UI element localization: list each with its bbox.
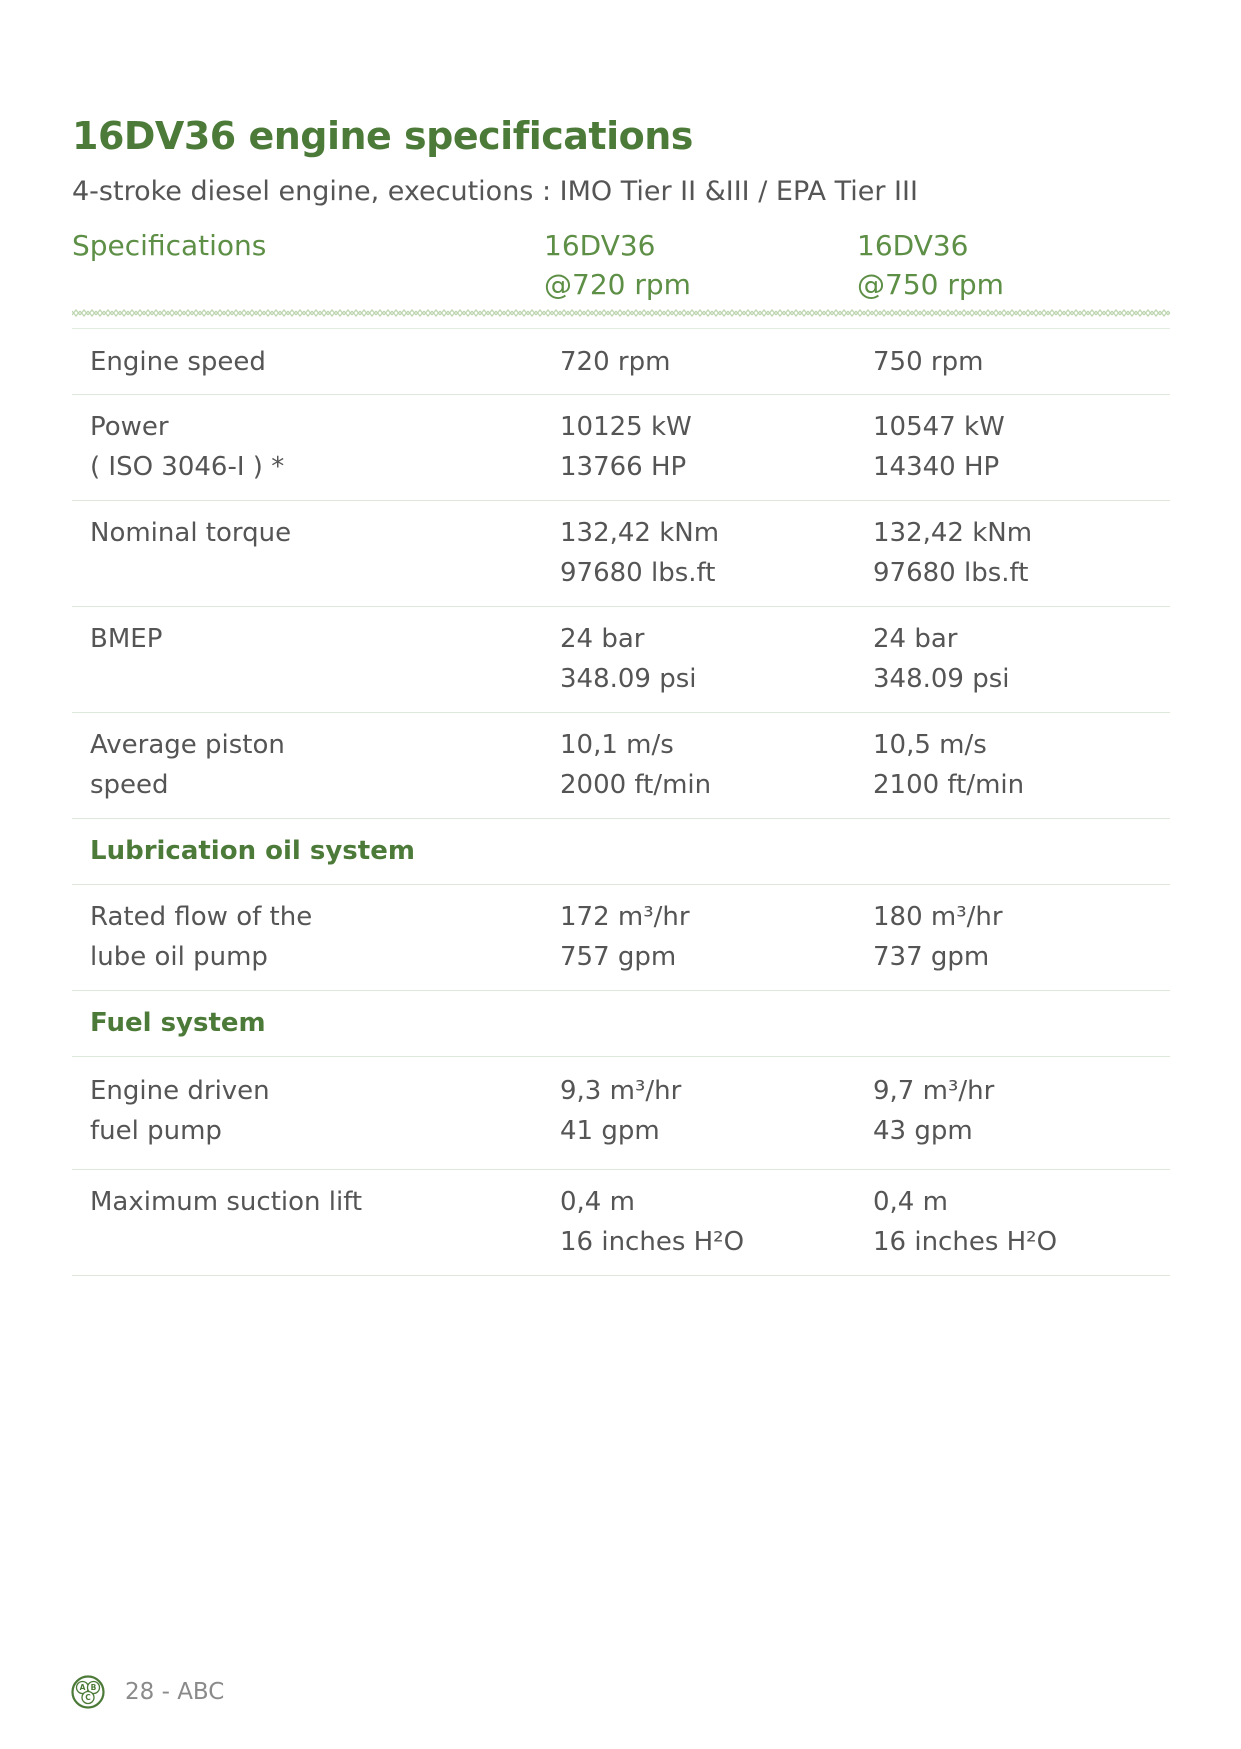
- row-value-720: [560, 407, 692, 487]
- value-line: 10547 kW: [873, 412, 1005, 442]
- header-column-720: [544, 226, 691, 304]
- row-value-750: [873, 897, 1003, 977]
- spec-table: [72, 328, 1170, 1276]
- row-label: [90, 619, 162, 659]
- row-label-line: Power: [90, 412, 169, 442]
- header-col2-model: 16DV36: [857, 229, 969, 262]
- page-title: 16DV36 engine specifications: [72, 114, 693, 158]
- row-value-720: [560, 897, 690, 977]
- row-value-720: [560, 619, 697, 699]
- value-line: 10125 kW: [560, 412, 692, 442]
- table-row-rated-flow: [72, 885, 1170, 991]
- table-row-engine-driven-fuel-pump: [72, 1057, 1170, 1170]
- value-line: 737 gpm: [873, 942, 990, 972]
- row-label-line: ( ISO 3046-I ) *: [90, 452, 285, 482]
- value-line: 750 rpm: [873, 347, 984, 377]
- row-label-line: Engine speed: [90, 347, 266, 377]
- row-value-720: [560, 1182, 744, 1262]
- logo-letter-a: A: [79, 1683, 86, 1693]
- header-column-750: [857, 226, 1004, 304]
- row-value-750: [873, 342, 983, 382]
- row-value-750: [873, 1182, 1057, 1262]
- value-line: 10,1 m/s: [560, 730, 674, 760]
- row-label-line: Maximum suction lift: [90, 1187, 363, 1217]
- value-line: 24 bar: [873, 624, 958, 654]
- table-row-average-piston-speed: [72, 713, 1170, 819]
- value-line: 10,5 m/s: [873, 730, 987, 760]
- row-label-line: Rated flow of the: [90, 902, 313, 932]
- value-line: 132,42 kNm: [873, 518, 1033, 548]
- value-line: 757 gpm: [560, 942, 677, 972]
- zigzag-divider: [72, 308, 1170, 318]
- row-label-line: speed: [90, 770, 169, 800]
- row-label: [90, 342, 266, 382]
- table-row-bmep: [72, 607, 1170, 713]
- logo-letter-c: C: [85, 1693, 91, 1703]
- table-row-maximum-suction-lift: [72, 1170, 1170, 1276]
- value-line: 348.09 psi: [873, 664, 1010, 694]
- value-line: 0,4 m: [873, 1187, 948, 1217]
- row-value-720: [560, 725, 711, 805]
- value-line: 41 gpm: [560, 1116, 660, 1146]
- value-line: 2000 ft/min: [560, 770, 712, 800]
- section-heading-lubrication: Lubrication oil system: [90, 836, 415, 866]
- header-specifications: [72, 226, 266, 265]
- row-value-720: [560, 1071, 681, 1151]
- page-footer: [71, 1675, 224, 1709]
- section-row-lubrication: [72, 819, 1170, 885]
- row-label-line: lube oil pump: [90, 942, 268, 972]
- row-label-line: Engine driven: [90, 1076, 270, 1106]
- value-line: 0,4 m: [560, 1187, 635, 1217]
- row-label-line: BMEP: [90, 624, 163, 654]
- table-row-engine-speed: [72, 329, 1170, 395]
- value-line: 132,42 kNm: [560, 518, 720, 548]
- row-value-720: [560, 513, 719, 593]
- value-line: 9,3 m³/hr: [560, 1076, 682, 1106]
- value-line: 14340 HP: [873, 452, 1000, 482]
- table-row-power: [72, 395, 1170, 501]
- value-line: 97680 lbs.ft: [873, 558, 1029, 588]
- value-line: 16 inches H²O: [873, 1227, 1058, 1257]
- header-col2-rpm: @750 rpm: [857, 268, 1004, 301]
- row-label: [90, 513, 291, 553]
- value-line: 2100 ft/min: [873, 770, 1025, 800]
- page-subtitle: 4-stroke diesel engine, executions : IMO Tier II &III / EPA Tier III: [72, 176, 918, 207]
- row-label-line: Nominal torque: [90, 518, 292, 548]
- table-row-nominal-torque: [72, 501, 1170, 607]
- row-value-720: [560, 342, 670, 382]
- abc-logo-icon: [71, 1675, 105, 1709]
- row-value-750: [873, 619, 1010, 699]
- row-label-line: Average piston: [90, 730, 285, 760]
- section-heading-fuel: Fuel system: [90, 1008, 266, 1038]
- header-spec-label: Specifications: [72, 229, 267, 262]
- header-col1-rpm: @720 rpm: [544, 268, 691, 301]
- value-line: 172 m³/hr: [560, 902, 690, 932]
- value-line: 97680 lbs.ft: [560, 558, 716, 588]
- value-line: 720 rpm: [560, 347, 671, 377]
- header-col1-model: 16DV36: [544, 229, 656, 262]
- value-line: 24 bar: [560, 624, 645, 654]
- value-line: 348.09 psi: [560, 664, 697, 694]
- logo-letter-b: B: [90, 1683, 97, 1693]
- page-number: 28 - ABC: [125, 1679, 225, 1705]
- row-value-750: [873, 725, 1024, 805]
- row-label: [90, 1182, 362, 1222]
- row-label: [90, 725, 285, 805]
- section-row-fuel: [72, 991, 1170, 1057]
- row-label: [90, 897, 312, 977]
- row-value-750: [873, 1071, 994, 1151]
- row-label: [90, 1071, 270, 1151]
- value-line: 43 gpm: [873, 1116, 973, 1146]
- value-line: 9,7 m³/hr: [873, 1076, 995, 1106]
- row-label-line: fuel pump: [90, 1116, 222, 1146]
- row-value-750: [873, 407, 1005, 487]
- value-line: 13766 HP: [560, 452, 687, 482]
- row-value-750: [873, 513, 1032, 593]
- value-line: 16 inches H²O: [560, 1227, 745, 1257]
- row-label: [90, 407, 284, 487]
- value-line: 180 m³/hr: [873, 902, 1003, 932]
